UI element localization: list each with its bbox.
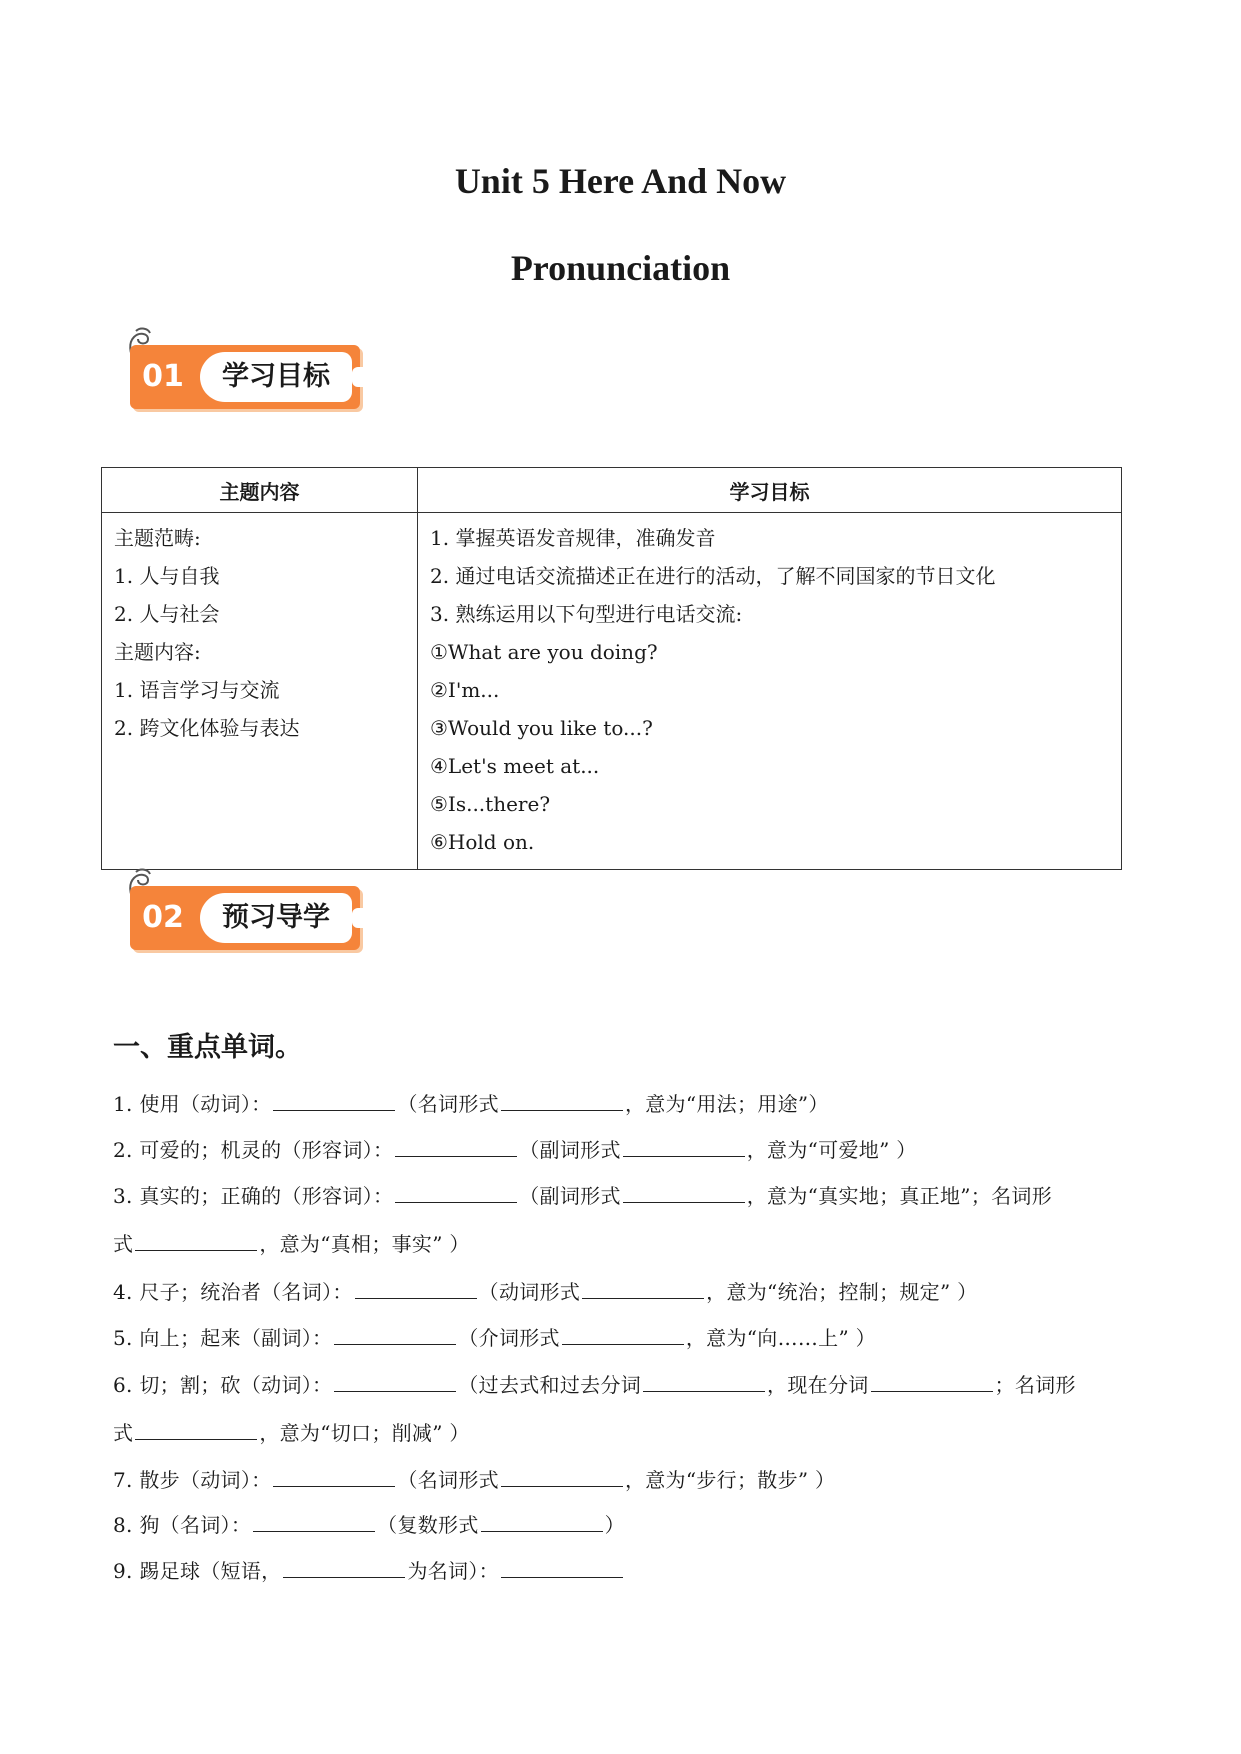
vocab-item bbox=[113, 1369, 1143, 1398]
vocab-text: 为名词）： bbox=[407, 1559, 499, 1583]
section-badge-goals bbox=[126, 325, 366, 415]
vocab-text: 1. 使用（动词）： bbox=[113, 1092, 272, 1116]
table-header-row bbox=[102, 468, 1122, 513]
list-item: ④Let's meet at... bbox=[430, 754, 600, 778]
badge-number: 02 bbox=[142, 900, 184, 935]
page-title: Unit 5 Here And Now bbox=[454, 161, 787, 201]
fill-in-blank[interactable] bbox=[253, 1511, 375, 1532]
vocab-text: （过去式和过去分词 bbox=[458, 1373, 642, 1397]
vocab-text: （名词形式 bbox=[397, 1092, 499, 1116]
badge-label: 预习导学 bbox=[200, 893, 352, 943]
list-item: 1. 掌握英语发音规律，准确发音 bbox=[430, 526, 716, 550]
list-item: ①What are you doing? bbox=[430, 640, 658, 664]
fill-in-blank[interactable] bbox=[871, 1371, 993, 1392]
page-subtitle: Pronunciation bbox=[510, 248, 731, 288]
fill-in-blank[interactable] bbox=[273, 1466, 395, 1487]
vocab-text: （副词形式 bbox=[519, 1184, 621, 1208]
fill-in-blank[interactable] bbox=[283, 1557, 405, 1578]
vocab-text: （复数形式 bbox=[377, 1513, 479, 1537]
list-item: 2. 人与社会 bbox=[114, 602, 220, 626]
list-item: 2. 跨文化体验与表达 bbox=[114, 716, 300, 740]
fill-in-blank[interactable] bbox=[481, 1511, 603, 1532]
vocab-item bbox=[113, 1509, 1143, 1538]
list-item: ③Would you like to...? bbox=[430, 716, 653, 740]
vocab-text: 4. 尺子；统治者（名词）： bbox=[113, 1280, 353, 1304]
fill-in-blank[interactable] bbox=[334, 1371, 456, 1392]
vocab-text: 式 bbox=[113, 1421, 134, 1445]
fill-in-blank[interactable] bbox=[623, 1136, 745, 1157]
vocab-text: 9. 踢足球（短语， bbox=[113, 1559, 282, 1583]
fill-in-blank[interactable] bbox=[501, 1090, 623, 1111]
vocab-text: 3. 真实的；正确的（形容词）： bbox=[113, 1184, 394, 1208]
vocab-text: （介词形式 bbox=[458, 1326, 560, 1350]
vocab-item bbox=[113, 1276, 1143, 1305]
vocab-item bbox=[113, 1180, 1143, 1209]
vocab-text: （副词形式 bbox=[519, 1138, 621, 1162]
vocab-item bbox=[113, 1134, 1143, 1163]
list-item: 主题内容: bbox=[114, 640, 201, 664]
fill-in-blank[interactable] bbox=[501, 1557, 623, 1578]
fill-in-blank[interactable] bbox=[355, 1278, 477, 1299]
vocab-text: ） bbox=[604, 1513, 625, 1537]
vocab-text: 7. 散步（动词）： bbox=[113, 1468, 272, 1492]
badge-label: 学习目标 bbox=[200, 352, 352, 402]
vocab-item bbox=[113, 1228, 1143, 1257]
list-item: 2. 通过电话交流描述正在进行的活动，了解不同国家的节日文化 bbox=[430, 564, 996, 588]
vocab-text: ，意为“真实地；真正地”；名词形 bbox=[746, 1184, 1052, 1208]
list-item: 3. 熟练运用以下句型进行电话交流: bbox=[430, 602, 743, 626]
badge-notch bbox=[352, 367, 364, 387]
vocab-text: ，意为“步行；散步” ） bbox=[624, 1468, 836, 1492]
section-heading: 一、重点单词。 bbox=[113, 1032, 302, 1063]
list-item: ⑤Is...there? bbox=[430, 792, 551, 816]
fill-in-blank[interactable] bbox=[623, 1182, 745, 1203]
list-item: 1. 语言学习与交流 bbox=[114, 678, 280, 702]
vocab-item bbox=[113, 1555, 1143, 1584]
fill-in-blank[interactable] bbox=[501, 1466, 623, 1487]
vocab-item bbox=[113, 1088, 1143, 1117]
vocab-text: ，意为“向……上” ） bbox=[685, 1326, 876, 1350]
vocab-text: 6. 切；割；砍（动词）： bbox=[113, 1373, 333, 1397]
badge-number: 01 bbox=[142, 359, 184, 394]
goals-table bbox=[101, 467, 1122, 870]
vocab-text: 5. 向上；起来（副词）： bbox=[113, 1326, 333, 1350]
vocab-text: ，意为“切口；削减” ） bbox=[259, 1421, 470, 1445]
list-item: 1. 人与自我 bbox=[114, 564, 220, 588]
fill-in-blank[interactable] bbox=[562, 1324, 684, 1345]
vocab-item bbox=[113, 1322, 1143, 1351]
list-item: 主题范畴: bbox=[114, 526, 201, 550]
table-header-topic: 主题内容 bbox=[102, 468, 418, 513]
fill-in-blank[interactable] bbox=[395, 1136, 517, 1157]
fill-in-blank[interactable] bbox=[273, 1090, 395, 1111]
fill-in-blank[interactable] bbox=[135, 1419, 257, 1440]
vocab-text: 8. 狗（名词）： bbox=[113, 1513, 252, 1537]
vocab-text: （动词形式 bbox=[478, 1280, 581, 1304]
goals-cell bbox=[418, 513, 1122, 870]
vocab-item bbox=[113, 1417, 1143, 1446]
vocab-item bbox=[113, 1464, 1143, 1493]
fill-in-blank[interactable] bbox=[135, 1230, 257, 1251]
vocab-text: ，现在分词 bbox=[767, 1373, 869, 1397]
vocab-text: （名词形式 bbox=[397, 1468, 499, 1492]
fill-in-blank[interactable] bbox=[395, 1182, 517, 1203]
table-row bbox=[102, 513, 1122, 870]
vocab-text: 式 bbox=[113, 1232, 134, 1256]
fill-in-blank[interactable] bbox=[582, 1278, 704, 1299]
list-item: ②I'm... bbox=[430, 678, 500, 702]
vocab-text: ；名词形 bbox=[994, 1373, 1076, 1397]
badge-notch bbox=[352, 908, 364, 928]
vocab-text: 2. 可爱的；机灵的（形容词）： bbox=[113, 1138, 394, 1162]
fill-in-blank[interactable] bbox=[643, 1371, 765, 1392]
table-header-goals: 学习目标 bbox=[418, 468, 1122, 513]
vocab-text: ，意为“统治；控制；规定” ） bbox=[706, 1280, 978, 1304]
fill-in-blank[interactable] bbox=[334, 1324, 456, 1345]
list-item: ⑥Hold on. bbox=[430, 830, 535, 854]
topic-cell bbox=[102, 513, 418, 870]
vocab-text: ，意为“用法；用途”） bbox=[624, 1092, 829, 1116]
vocab-text: ，意为“可爱地” ） bbox=[746, 1138, 917, 1162]
vocab-text: ，意为“真相；事实” ） bbox=[259, 1232, 470, 1256]
section-badge-preview bbox=[126, 866, 366, 956]
